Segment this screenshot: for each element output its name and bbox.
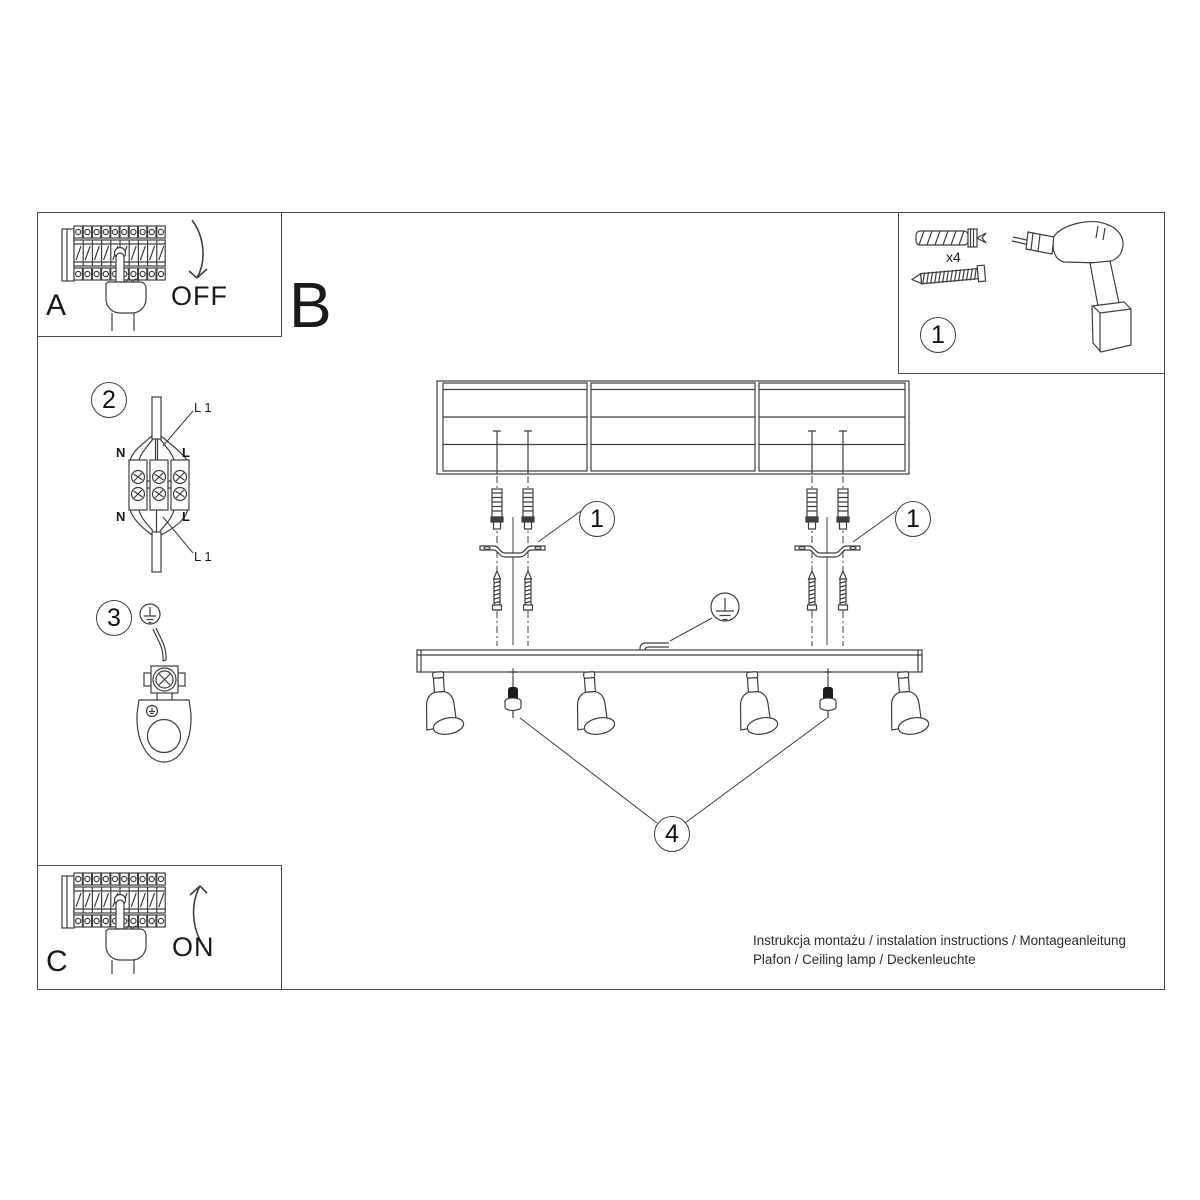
callout-parts-1: 1 <box>920 317 956 353</box>
footer-line-2: Plafon / Ceiling lamp / Deckenleuchte <box>753 952 976 967</box>
footer-text <box>753 931 1126 969</box>
step-a-box <box>37 212 282 337</box>
step-b-label: B <box>289 269 332 341</box>
on-label: ON <box>172 932 215 962</box>
wire-l-bottom-label: L <box>182 509 190 524</box>
step-c-box <box>37 865 282 990</box>
step-c-label: C <box>46 945 68 978</box>
step-a-label: A <box>46 289 67 322</box>
callout-bracket-left-1: 1 <box>579 501 615 537</box>
footer-line-1: Instrukcja montażu / instalation instructions / Montageanleitung <box>753 933 1126 948</box>
wire-n-bottom-label: N <box>116 509 126 524</box>
wire-n-top-label: N <box>116 445 126 460</box>
off-label: OFF <box>171 281 228 311</box>
wire-l1-bottom-label: L 1 <box>194 549 212 564</box>
callout-wiring-2: 2 <box>91 382 127 418</box>
callout-grounding-3: 3 <box>96 600 132 636</box>
callout-bracket-right-1: 1 <box>895 501 931 537</box>
dowel-count-label: x4 <box>946 249 961 265</box>
wire-l-top-label: L <box>182 445 190 460</box>
callout-screws-4: 4 <box>654 816 690 852</box>
wire-l1-top-label: L 1 <box>194 400 212 415</box>
